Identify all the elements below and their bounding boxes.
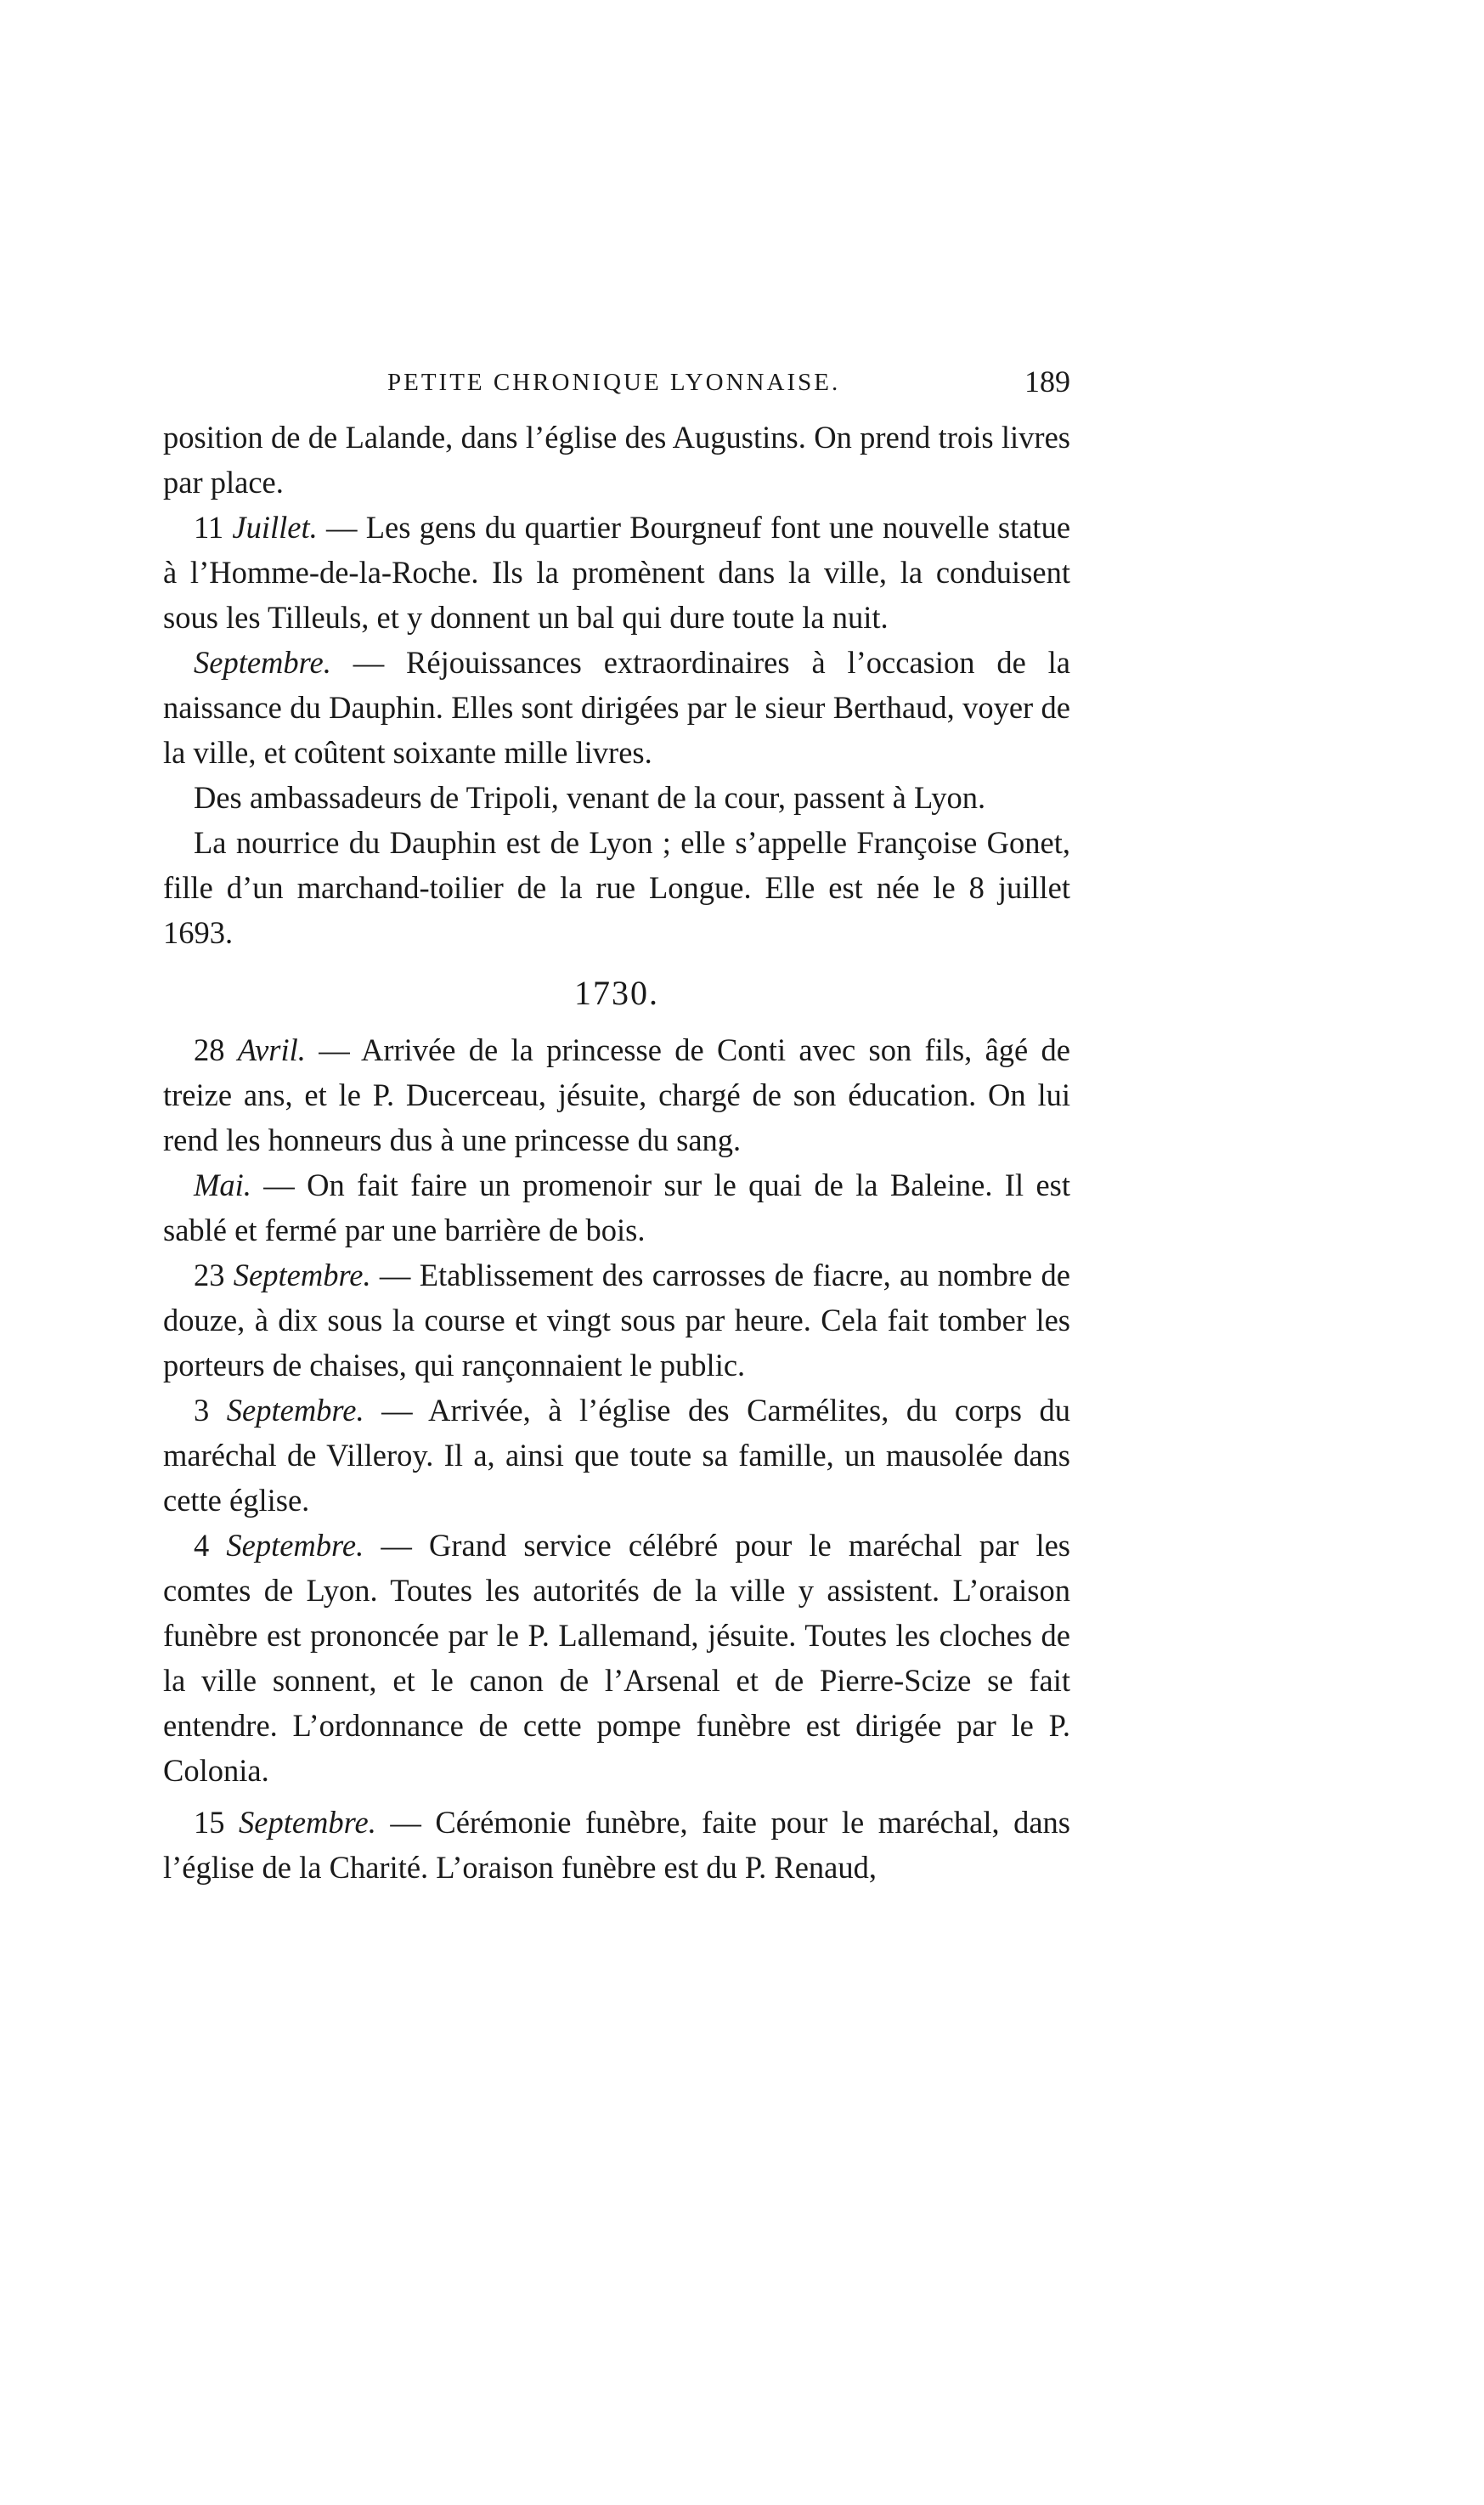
entry-date: Juillet. [232,510,318,545]
entry-date: Septembre. [226,1528,364,1563]
entry-3-septembre [163,1388,1070,1523]
entry-text: — Arrivée, à l’église des Carmélites, du corps du maréchal de Villeroy. Il a, ainsi que toute sa famille, un mausolée dans cette église. [163,1393,1071,1518]
entry-mai [163,1162,1070,1252]
entry-text: — Grand service célébré pour le maréchal par les comtes de Lyon. Toutes les autorités de la ville y assistent. L’oraison funèbre est prononcée par le P. Lallemand, jésuite. Toutes les cloches de la ville sonnent, et le canon de l’Arsenal et de Pierre-Scize se fait entendre. L’ordonnance de cette pompe funèbre est dirigée par le P. Colonia. [163,1528,1070,1788]
entry-text: — Réjouissances extraordinaires à l’occasion de la naissance du Dauphin. Elles sont dirigées par le sieur Berthaud, voyer de la ville, et coûtent soixante mille livres. [163,645,1070,770]
entry-date: Septembre. [239,1805,376,1840]
entry-date: Septembre. [233,1258,371,1292]
entry-text: — Etablissement des carrosses de fiacre, au nombre de douze, à dix sous la course et vingt sous par heure. Cela fait tomber les porteurs de chaises, qui rançonnaient le public. [163,1258,1070,1383]
entry-number: 11 [194,510,224,545]
page-number: 189 [1024,365,1070,399]
entry-juillet [163,505,1070,640]
entry-4-septembre [163,1523,1070,1793]
entry-ambassadeurs [163,775,1070,820]
entry-number: 23 [194,1258,225,1292]
entry-nourrice [163,820,1070,955]
entry-date: Mai. [194,1168,251,1202]
entry-text: La nourrice du Dauphin est de Lyon ; elle s’appelle Françoise Gonet, fille d’un marchand-toilier de la rue Longue. Elle est née le 8 juillet 1693. [163,825,1070,950]
paragraph-text: position de de Lalande, dans l’église des Augustins. On prend trois livres par place. [163,420,1070,500]
entry-28-avril [163,1027,1070,1162]
paragraph-continuation [163,415,1070,505]
entry-number: 28 [194,1032,225,1067]
entry-date: Septembre. [194,645,331,680]
entry-text: — Arrivée de la princesse de Conti avec son fils, âgé de treize ans, et le P. Ducerceau, jésuite, chargé de son éducation. On lui rend les honneurs dus à une princesse du sang. [163,1032,1070,1157]
running-title: PETITE CHRONIQUE LYONNAISE. [387,369,841,396]
entry-23-septembre [163,1252,1070,1388]
entry-text: Des ambassadeurs de Tripoli, venant de la cour, passent à Lyon. [194,780,986,815]
entry-number: 4 [194,1528,210,1563]
entry-number: 15 [194,1805,225,1840]
entry-15-septembre [163,1800,1070,1890]
entry-date: Avril. [237,1032,306,1067]
entry-date: Septembre. [226,1393,364,1428]
running-header [163,364,1070,406]
entry-text: — Cérémonie funèbre, faite pour le maréchal, dans l’église de la Charité. L’oraison funèbre est du P. Renaud, [163,1805,1071,1885]
page-body [163,415,1070,1890]
entry-text: — On fait faire un promenoir sur le quai de la Baleine. Il est sablé et fermé par une barrière de bois. [163,1168,1071,1247]
year-heading: 1730. [574,974,659,1012]
entry-septembre [163,640,1070,775]
entry-text: — Les gens du quartier Bourgneuf font une nouvelle statue à l’Homme-de-la-Roche. Ils la promènent dans la ville, la conduisent sous les Tilleuls, et y donnent un bal qui dure toute la nuit. [163,510,1071,635]
entry-number: 3 [194,1393,210,1428]
